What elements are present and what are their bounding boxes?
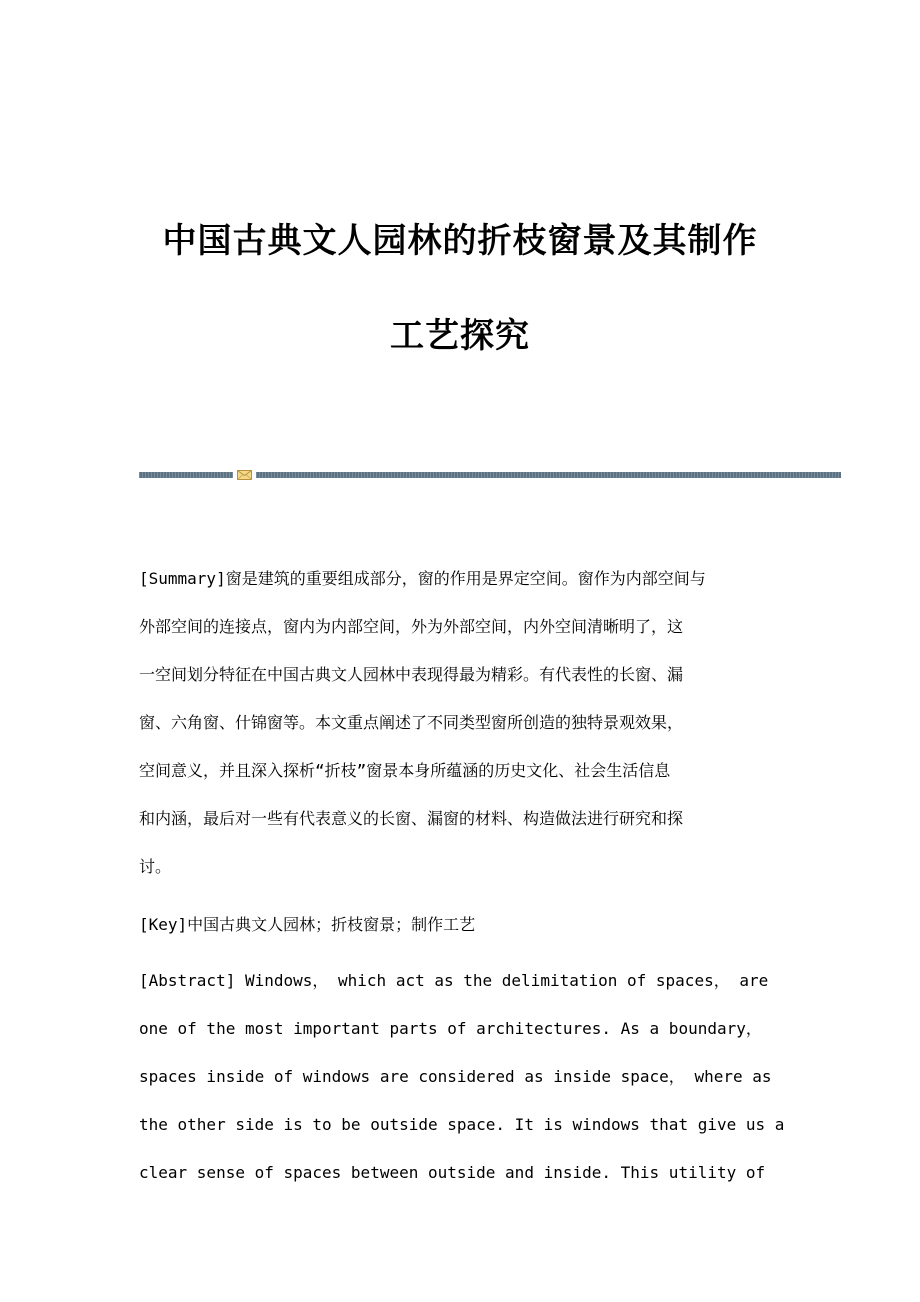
keywords-line: [Key]中国古典文人园林；折枝窗景；制作工艺 — [139, 915, 476, 934]
abstract-line: one of the most important parts of architectures. As a boundary， — [139, 1019, 762, 1038]
summary-paragraph — [139, 555, 789, 891]
document-title-line-1: 中国古典文人园林的折枝窗景及其制作 — [162, 221, 758, 261]
summary-line: 讨。 — [139, 857, 172, 876]
abstract-paragraph — [139, 957, 789, 1197]
envelope-icon — [237, 470, 252, 480]
abstract-line: clear sense of spaces between outside and inside. This utility of — [139, 1163, 766, 1182]
abstract-line: the other side is to be outside space. It is windows that give us a — [139, 1115, 785, 1134]
divider-bar-right — [256, 472, 841, 478]
summary-line: [Summary]窗是建筑的重要组成部分，窗的作用是界定空间。窗作为内部空间与 — [139, 569, 706, 588]
section-divider — [139, 469, 841, 481]
summary-line: 窗、六角窗、什锦窗等。本文重点阐述了不同类型窗所创造的独特景观效果， — [139, 713, 684, 732]
abstract-line: spaces inside of windows are considered as inside space， where as — [139, 1067, 772, 1086]
abstract-line: [Abstract] Windows， which act as the delimitation of spaces， are — [139, 971, 769, 990]
divider-bar-left — [139, 472, 233, 478]
summary-line: 和内涵，最后对一些有代表意义的长窗、漏窗的材料、构造做法进行研究和探 — [139, 809, 684, 828]
document-title-line-2: 工艺探究 — [390, 316, 530, 356]
summary-line: 外部空间的连接点，窗内为内部空间，外为外部空间，内外空间清晰明了，这 — [139, 617, 684, 636]
summary-line: 一空间划分特征在中国古典文人园林中表现得最为精彩。有代表性的长窗、漏 — [139, 665, 684, 684]
summary-line: 空间意义，并且深入探析“折枝”窗景本身所蕴涵的历史文化、社会生活信息 — [139, 761, 671, 780]
keywords-paragraph — [139, 901, 789, 949]
